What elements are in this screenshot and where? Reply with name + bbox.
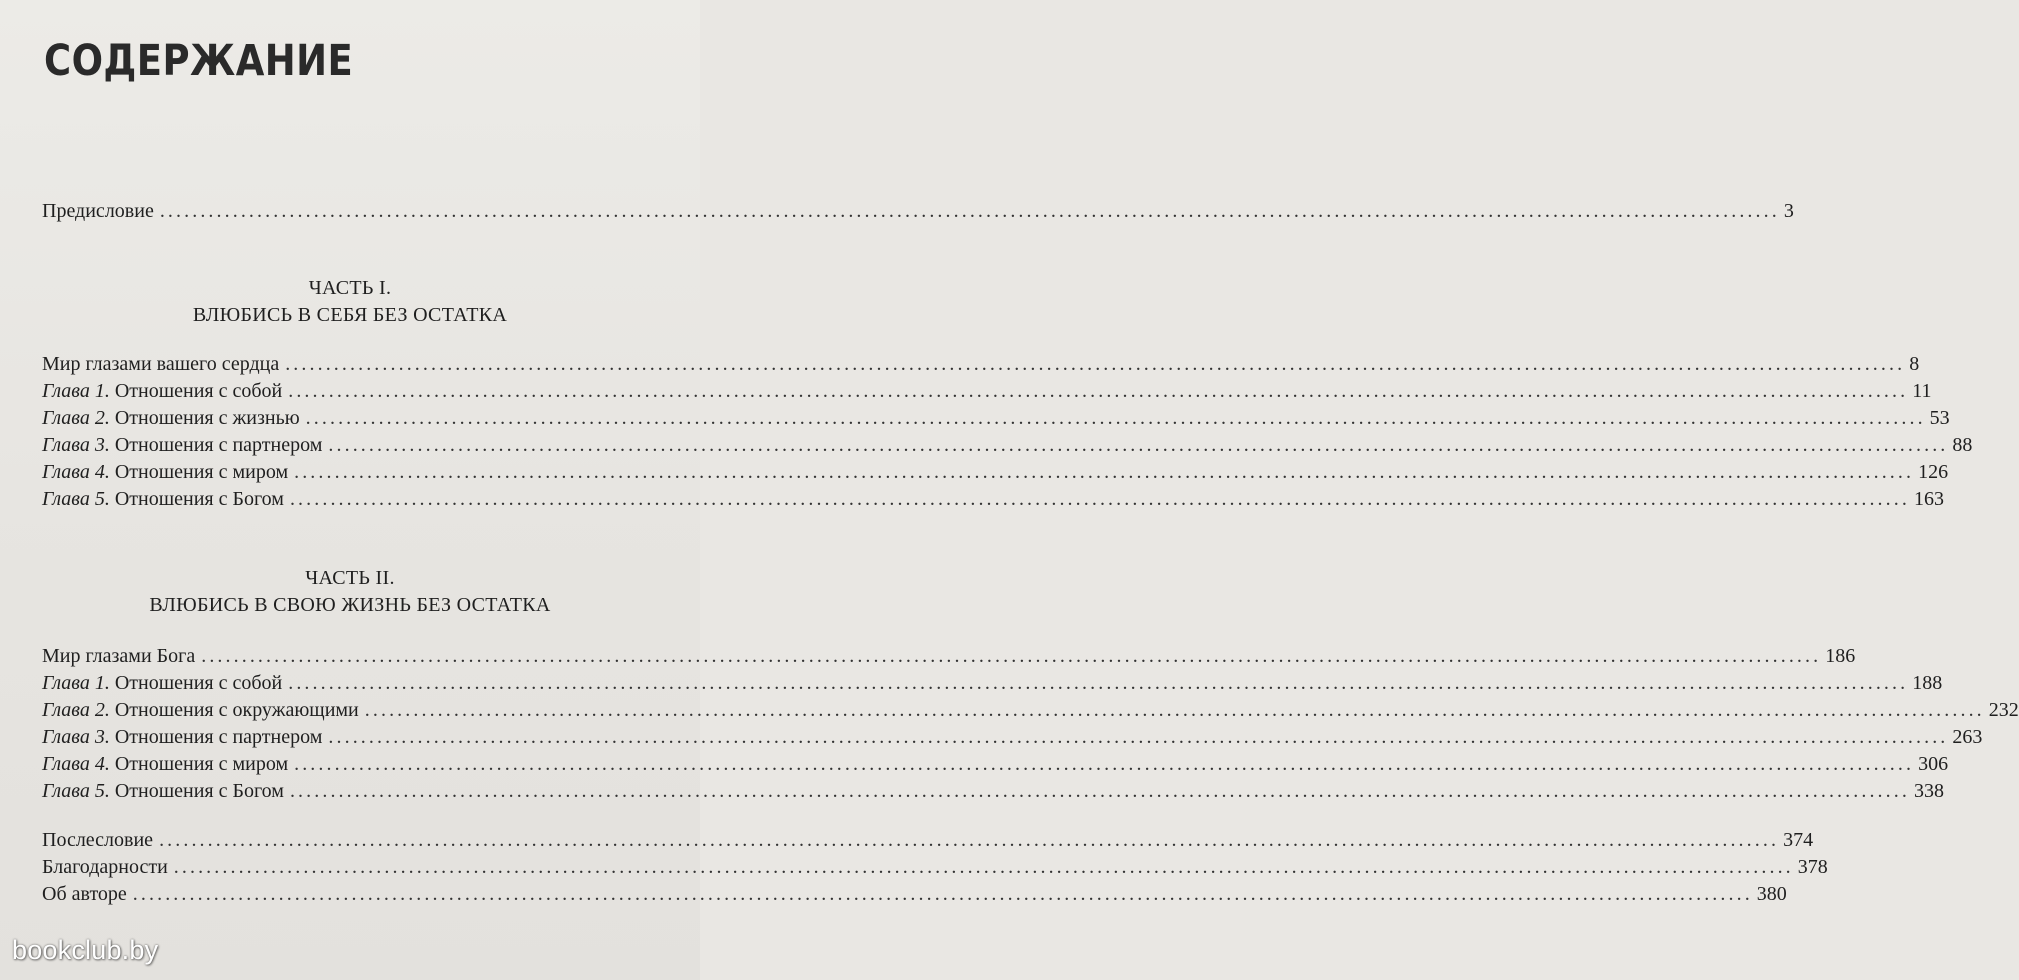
chapter-title: Отношения с окружающими xyxy=(114,699,359,721)
part1-heading: ЧАСТЬ I. xyxy=(308,277,392,299)
toc-entry-part2-chapter-2 xyxy=(42,697,2019,723)
dot-leader: ........................................................................................................................................................................................................ xyxy=(289,780,1910,802)
dot-leader: ........................................................................................................................................................................................................ xyxy=(294,461,1915,483)
toc-page-number: 374 xyxy=(1783,829,1814,851)
toc-entry-label xyxy=(42,778,284,804)
chapter-title: Отношения с миром xyxy=(114,753,289,775)
dot-leader: ........................................................................................................................................................................................................ xyxy=(285,353,1906,375)
toc-entry-label xyxy=(42,670,282,696)
toc-entry-part2-intro xyxy=(42,643,1856,669)
part2-subtitle: ВЛЮБИСЬ В СВОЮ ЖИЗНЬ БЕЗ ОСТАТКА xyxy=(149,594,551,616)
chapter-title: Отношения с Богом xyxy=(114,488,284,510)
chapter-title: Отношения с собой xyxy=(114,672,283,694)
toc-entry-part1-intro xyxy=(42,351,1920,377)
toc-entry-label: Послесловие xyxy=(42,829,154,851)
dot-leader: ........................................................................................................................................................................................................ xyxy=(288,672,1909,694)
dot-leader: ........................................................................................................................................................................................................ xyxy=(328,726,1949,748)
toc-entry-part2-chapter-3 xyxy=(42,724,1983,750)
dot-leader: ........................................................................................................................................................................................................ xyxy=(305,407,1926,429)
toc-page-number: 232 xyxy=(1988,699,2019,721)
toc-entry-part1-chapter-5 xyxy=(42,486,1944,512)
dot-leader: ........................................................................................................................................................................................................ xyxy=(201,645,1822,667)
toc-page-number: 378 xyxy=(1797,856,1828,878)
toc-entry-label xyxy=(42,697,359,723)
toc-entry-part2-chapter-5 xyxy=(42,778,1944,804)
toc-page-number: 380 xyxy=(1756,883,1787,905)
chapter-prefix: Глава 1. xyxy=(42,380,110,402)
chapter-prefix: Глава 5. xyxy=(42,488,110,510)
toc-entry-about-author xyxy=(42,881,1787,907)
toc-entry-part1-chapter-3 xyxy=(42,432,1973,458)
toc-page-number: 88 xyxy=(1952,434,1973,456)
toc-entry-label: Мир глазами Бога xyxy=(42,645,196,667)
toc-entry-part1-chapter-1 xyxy=(42,378,1932,404)
part1-subtitle: ВЛЮБИСЬ В СЕБЯ БЕЗ ОСТАТКА xyxy=(192,304,508,326)
chapter-prefix: Глава 1. xyxy=(42,672,110,694)
toc-entry-label: Об авторе xyxy=(42,883,127,905)
toc-entry-label: Предисловие xyxy=(42,200,154,222)
toc-page-number: 126 xyxy=(1918,461,1949,483)
page-title: СОДЕРЖАНИЕ xyxy=(44,36,354,86)
dot-leader: ........................................................................................................................................................................................................ xyxy=(289,488,1910,510)
toc-page-number: 186 xyxy=(1825,645,1856,667)
toc-entry-label xyxy=(42,378,282,404)
chapter-prefix: Глава 2. xyxy=(42,407,110,429)
toc-entry-part1-chapter-4 xyxy=(42,459,1949,485)
toc-entry-acknowledgements xyxy=(42,854,1828,880)
toc-entry-label: Благодарности xyxy=(42,856,168,878)
part2-heading: ЧАСТЬ II. xyxy=(305,567,395,589)
toc-entry-part1-chapter-2 xyxy=(42,405,1950,431)
toc-entry-label xyxy=(42,724,322,750)
chapter-prefix: Глава 3. xyxy=(42,726,110,748)
toc-page-number: 3 xyxy=(1783,200,1794,222)
chapter-prefix: Глава 5. xyxy=(42,780,110,802)
chapter-title: Отношения с жизнью xyxy=(114,407,300,429)
chapter-title: Отношения с собой xyxy=(114,380,283,402)
toc-entry-part2-chapter-1 xyxy=(42,670,1943,696)
toc-page-number: 53 xyxy=(1929,407,1950,429)
toc-entry-label xyxy=(42,486,284,512)
dot-leader: ........................................................................................................................................................................................................ xyxy=(173,856,1794,878)
dot-leader: ........................................................................................................................................................................................................ xyxy=(159,829,1780,851)
toc-entry-label xyxy=(42,751,288,777)
chapter-title: Отношения с партнером xyxy=(114,726,323,748)
dot-leader: ........................................................................................................................................................................................................ xyxy=(364,699,1985,721)
toc-page-number: 8 xyxy=(1909,353,1920,375)
toc-entry-label xyxy=(42,405,300,431)
toc-entry-label: Мир глазами вашего сердца xyxy=(42,353,280,375)
chapter-prefix: Глава 2. xyxy=(42,699,110,721)
toc-entry-label xyxy=(42,432,322,458)
toc-entry-afterword xyxy=(42,827,1814,853)
toc-entry-preface xyxy=(42,198,1794,224)
chapter-title: Отношения с миром xyxy=(114,461,289,483)
chapter-title: Отношения с партнером xyxy=(114,434,323,456)
chapter-prefix: Глава 3. xyxy=(42,434,110,456)
toc-page-number: 11 xyxy=(1912,380,1932,402)
dot-leader: ........................................................................................................................................................................................................ xyxy=(159,200,1780,222)
toc-page-number: 163 xyxy=(1913,488,1944,510)
site-watermark: bookclub.by xyxy=(12,935,159,965)
toc-page-number: 338 xyxy=(1913,780,1944,802)
toc-page-number: 263 xyxy=(1952,726,1983,748)
dot-leader: ........................................................................................................................................................................................................ xyxy=(288,380,1909,402)
chapter-prefix: Глава 4. xyxy=(42,753,110,775)
dot-leader: ........................................................................................................................................................................................................ xyxy=(328,434,1949,456)
toc-page-number: 306 xyxy=(1918,753,1949,775)
dot-leader: ........................................................................................................................................................................................................ xyxy=(294,753,1915,775)
toc-entry-part2-chapter-4 xyxy=(42,751,1949,777)
chapter-prefix: Глава 4. xyxy=(42,461,110,483)
toc-page-number: 188 xyxy=(1912,672,1943,694)
toc-entry-label xyxy=(42,459,288,485)
chapter-title: Отношения с Богом xyxy=(114,780,284,802)
dot-leader: ........................................................................................................................................................................................................ xyxy=(132,883,1753,905)
